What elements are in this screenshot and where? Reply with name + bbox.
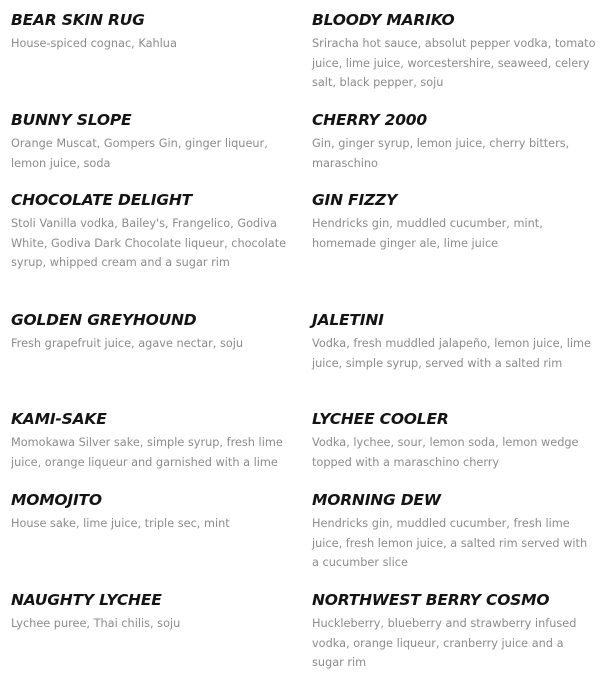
menu-item-golden-greyhound: [11, 309, 296, 354]
item-name: BLOODY MARIKO: [312, 11, 455, 29]
item-description: House sake, lime juice, triple sec, mint: [11, 517, 230, 530]
menu-item-bear-skin-rug: [11, 9, 296, 54]
menu-item-northwest-berry-cosmo: [312, 589, 597, 673]
item-name: MOMOJITO: [11, 491, 102, 509]
menu-item-kami-sake: [11, 408, 296, 472]
item-description: Orange Muscat, Gompers Gin, ginger liqueur, lemon juice, soda: [11, 137, 268, 170]
item-name: GIN FIZZY: [312, 191, 398, 209]
item-name: KAMI-SAKE: [11, 410, 107, 428]
item-description: Hendricks gin, muddled cucumber, fresh lime juice, fresh lemon juice, a salted rim served with a cucumber slice: [312, 517, 588, 569]
menu-item-lychee-cooler: [312, 408, 597, 472]
item-description: Huckleberry, blueberry and strawberry infused vodka, orange liqueur, cranberry juice and a sugar rim: [312, 617, 577, 669]
item-name: LYCHEE COOLER: [312, 410, 449, 428]
item-description: Hendricks gin, muddled cucumber, mint, homemade ginger ale, lime juice: [312, 217, 543, 250]
item-name: GOLDEN GREYHOUND: [11, 311, 197, 329]
menu-item-morning-dew: [312, 489, 597, 573]
menu-item-chocolate-delight: [11, 189, 296, 273]
item-description: Sriracha hot sauce, absolut pepper vodka, tomato juice, lime juice, worcestershire, seaweed, celery salt, black pepper, soju: [312, 37, 596, 89]
item-description: Momokawa Silver sake, simple syrup, fresh lime juice, orange liqueur and garnished with a lime: [11, 436, 283, 469]
item-name: BEAR SKIN RUG: [11, 11, 145, 29]
menu-item-gin-fizzy: [312, 189, 597, 253]
item-name: BUNNY SLOPE: [11, 111, 132, 129]
menu-item-bunny-slope: [11, 109, 296, 173]
menu-item-momojito: [11, 489, 296, 534]
item-description: House-spiced cognac, Kahlua: [11, 37, 177, 50]
item-description: Vodka, fresh muddled jalapeño, lemon juice, lime juice, simple syrup, served with a salted rim: [312, 337, 591, 370]
item-description: Fresh grapefruit juice, agave nectar, soju: [11, 337, 244, 350]
item-name: NAUGHTY LYCHEE: [11, 591, 162, 609]
item-description: Gin, ginger syrup, lemon juice, cherry bitters, maraschino: [312, 137, 570, 170]
menu-item-cherry-2000: [312, 109, 597, 173]
item-description: Stoli Vanilla vodka, Bailey's, Frangelico, Godiva White, Godiva Dark Chocolate liqueur, chocolate syrup, whipped cream and a sugar rim: [11, 217, 287, 269]
item-name: CHOCOLATE DELIGHT: [11, 191, 192, 209]
item-name: MORNING DEW: [312, 491, 441, 509]
menu-item-jaletini: [312, 309, 597, 373]
item-name: NORTHWEST BERRY COSMO: [312, 591, 550, 609]
item-description: Vodka, lychee, sour, lemon soda, lemon wedge topped with a maraschino cherry: [312, 436, 579, 469]
item-name: JALETINI: [312, 311, 384, 329]
menu-item-naughty-lychee: [11, 589, 296, 634]
item-name: CHERRY 2000: [312, 111, 427, 129]
menu-item-bloody-mariko: [312, 9, 597, 93]
item-description: Lychee puree, Thai chilis, soju: [11, 617, 181, 630]
